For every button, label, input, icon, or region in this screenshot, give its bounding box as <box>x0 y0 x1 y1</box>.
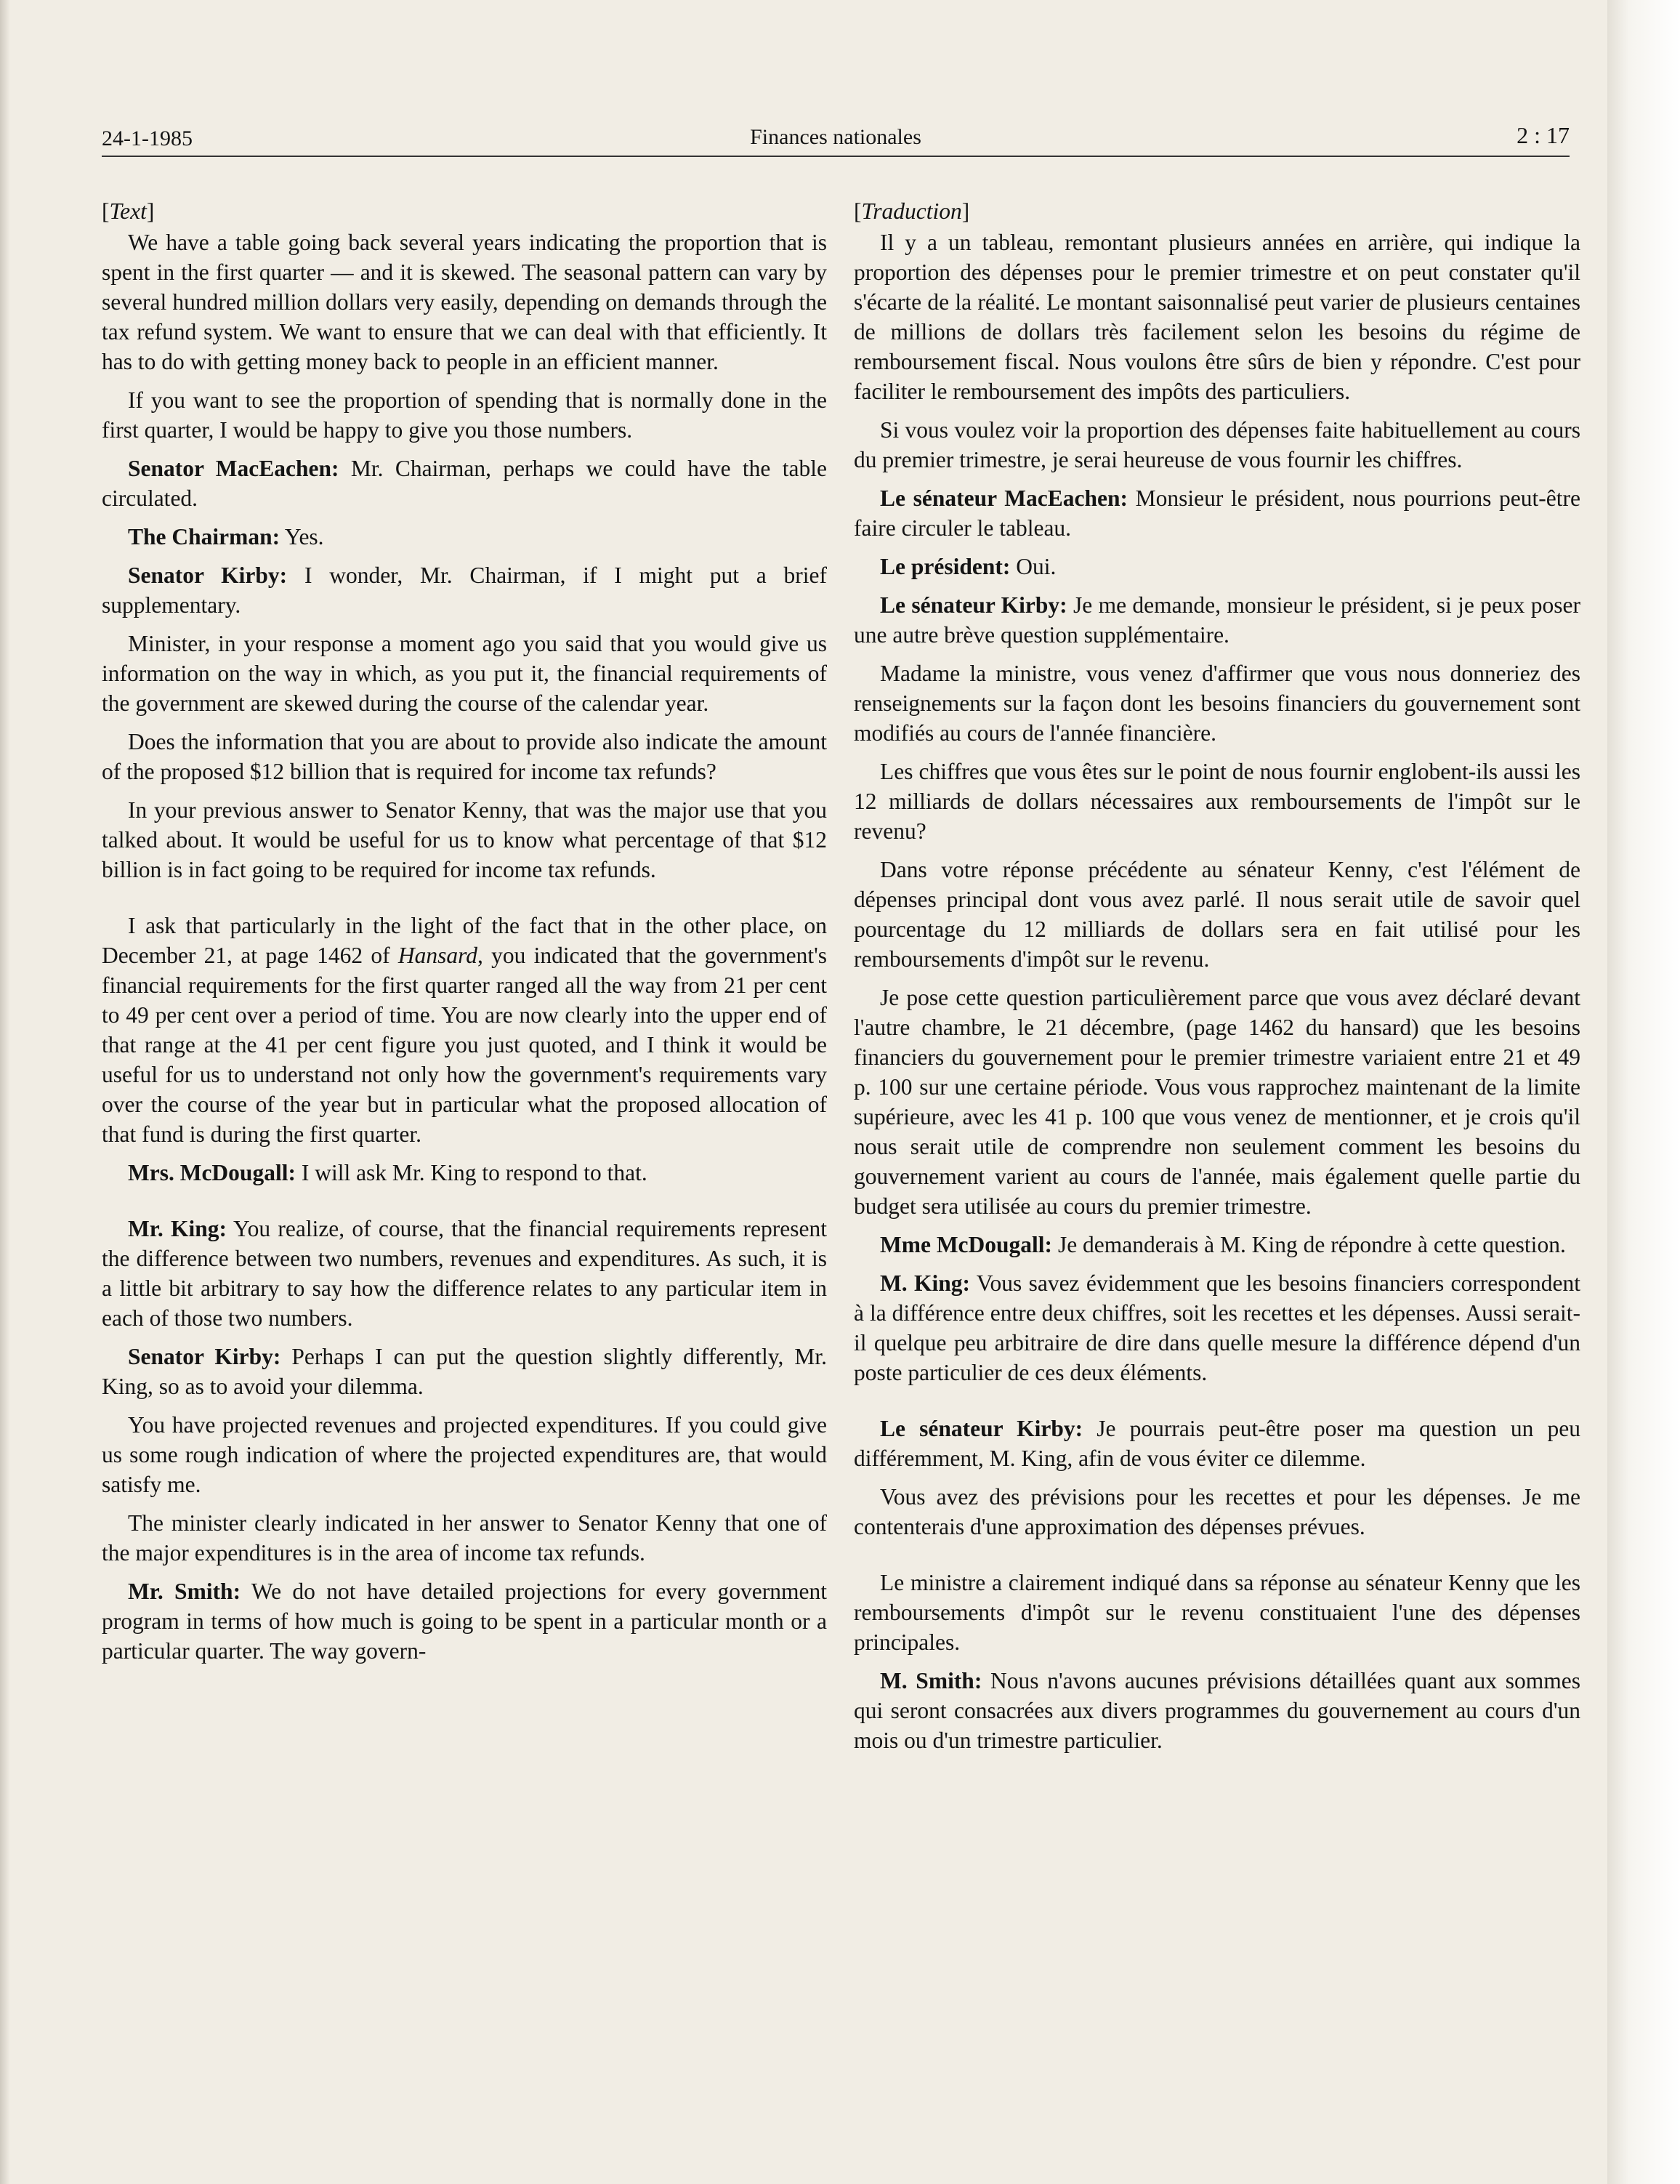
speech-paragraph: Mrs. McDougall: I will ask Mr. King to respond to that. <box>128 1160 647 1185</box>
header-title: Finances nationales <box>750 125 921 149</box>
paragraph: In your previous answer to Senator Kenny, that was the major use that you talked about. It would be useful for us to know what percentage of that $12 billion is in fact going to be required for income tax refunds. <box>102 797 827 882</box>
section-label-text: [Text] <box>102 198 155 224</box>
speaker-name: Senator Kirby: <box>128 1344 281 1369</box>
speech-paragraph: Le sénateur MacEachen: Monsieur le président, nous pourrions peut-être faire circuler le tableau. <box>854 485 1580 541</box>
paragraph: Les chiffres que vous êtes sur le point de nous fournir englobent-ils aussi les 12 milliards de dollars nécessaires aux remboursements de l'impôt sur le revenu? <box>854 759 1580 844</box>
speech-paragraph: Senator Kirby: I wonder, Mr. Chairman, if I might put a brief supplementary. <box>102 563 828 618</box>
speaker-name: Le sénateur Kirby: <box>880 1416 1083 1441</box>
paragraph: Il y a un tableau, remontant plusieurs années en arrière, qui indique la proportion des dépenses pour le premier trimestre et on peut constater qu'il s'écarte de la réalité. Le montant saisonnalisé peut varier de plusieurs centaines de millions de dollars très facilement selon les besoins du régime de remboursement fiscal. Nous voulons être sûrs de bien y répondre. C'est pour faciliter le remboursement des impôts des particuliers. <box>854 230 1580 404</box>
speech-paragraph: M. Smith: Nous n'avons aucunes prévisions détaillées quant aux sommes qui seront consacrées aux divers programmes du gouvernement au cours d'un mois ou d'un trimestre particulier. <box>854 1668 1580 1753</box>
paragraph: Vous avez des prévisions pour les recettes et pour les dépenses. Je me contenterais d'une approximation des dépenses prévues. <box>854 1484 1580 1539</box>
paragraph: Le ministre a clairement indiqué dans sa réponse au sénateur Kenny que les remboursements d'impôt sur le revenu constituaient l'une des dépenses principales. <box>854 1570 1580 1655</box>
paragraph: Does the information that you are about to provide also indicate the amount of the proposed $12 billion that is required for income tax refunds? <box>102 729 827 784</box>
paragraph: We have a table going back several years indicating the proportion that is spent in the first quarter — and it is skewed. The seasonal pattern can vary by several hundred million dollars very easily, depending on demands through the tax refund system. We want to ensure that we can deal with that efficiently. It has to do with getting money back to people in an efficient manner. <box>102 230 827 374</box>
speaker-name: Senator MacEachen: <box>128 456 339 481</box>
speech-paragraph: The Chairman: Yes. <box>128 524 324 549</box>
paragraph: Minister, in your response a moment ago you said that you would give us information on the way in which, as you put it, the financial requirements of the government are skewed during the course of the calendar year. <box>102 631 827 716</box>
english-column <box>102 196 827 1675</box>
speech-paragraph: M. King: Vous savez évidemment que les besoins financiers correspondent à la différence entre deux chiffres, soit les recettes et les dépenses. Aussi serait-il quelque peu arbitraire de dire dans quelle mesure la différence dépend d'un poste particulier de ces deux éléments. <box>854 1270 1580 1385</box>
speaker-name: Senator Kirby: <box>128 563 288 588</box>
speech-paragraph: Mme McDougall: Je demanderais à M. King de répondre à cette question. <box>880 1232 1566 1257</box>
speaker-name: Le sénateur MacEachen: <box>880 485 1128 511</box>
paragraph: You have projected revenues and projected expenditures. If you could give us some rough indication of where the projected expenditures are, that would satisfy me. <box>102 1412 827 1497</box>
paragraph: If you want to see the proportion of spending that is normally done in the first quarter, I would be happy to give you those numbers. <box>102 387 827 443</box>
speaker-name: M. King: <box>880 1270 970 1296</box>
paragraph: The minister clearly indicated in her answer to Senator Kenny that one of the major expenditures is in the area of income tax refunds. <box>102 1510 827 1566</box>
header-page-number: 2 : 17 <box>1517 122 1570 148</box>
speech-paragraph: Mr. Smith: We do not have detailed projections for every government program in terms of how much is going to be spent in a particular month or a particular quarter. The way govern- <box>102 1579 827 1664</box>
french-column <box>854 196 1580 1764</box>
speaker-name: Le sénateur Kirby: <box>880 592 1067 618</box>
paragraph: I ask that particularly in the light of the fact that in the other place, on December 21, at page 1462 of Hansard, you indicated that the government's financial requirements for the first quarter ranged all the way from 21 per cent to 49 per cent over a period of time. You are now clearly into the upper end of that range at the 41 per cent figure you just quoted, and I think it would be useful for us to understand not only how the government's requirements vary over the course of the year but in particular what the proposed allocation of that fund is during the first quarter. <box>102 913 827 1147</box>
speech-paragraph: Le sénateur Kirby: Je pourrais peut-être poser ma question un peu différemment, M. King, afin de vous éviter ce dilemme. <box>854 1416 1580 1471</box>
speaker-name: Mrs. McDougall: <box>128 1160 296 1185</box>
speech-paragraph: Senator Kirby: Perhaps I can put the question slightly differently, Mr. King, so as to avoid your dilemma. <box>102 1344 827 1399</box>
header-rule <box>102 156 1570 157</box>
page-edge <box>1607 0 1680 2184</box>
speech-paragraph: Le sénateur Kirby: Je me demande, monsieur le président, si je peux poser une autre brève question supplémentaire. <box>854 592 1580 648</box>
paragraph: Je pose cette question particulièrement parce que vous avez déclaré devant l'autre chambre, le 21 décembre, (page 1462 du hansard) que les besoins financiers du gouvernement pour le premier trimestre variaient entre 21 et 49 p. 100 sur une certaine période. Vous vous rapprochez maintenant de la limite supérieure, avec les 41 p. 100 que vous venez de mentionner, et je crois qu'il nous serait utile de comprendre non seulement comment les besoins du gouvernement varient au cours de l'année, mais également quelle partie du budget sera utilisée au cours du premier trimestre. <box>854 985 1580 1219</box>
paragraph: Madame la ministre, vous venez d'affirmer que vous nous donneriez des renseignements sur la façon dont les besoins financiers du gouvernement sont modifiés au cours de l'année financière. <box>854 661 1580 746</box>
header-date: 24-1-1985 <box>102 126 193 150</box>
section-label-traduction: [Traduction] <box>854 198 970 224</box>
speaker-name: Mr. Smith: <box>128 1579 241 1604</box>
speaker-name: Mr. King: <box>128 1216 227 1241</box>
speech-paragraph: Le président: Oui. <box>880 554 1057 579</box>
speech-paragraph: Mr. King: You realize, of course, that the financial requirements represent the difference between two numbers, revenues and expenditures. As such, it is a little bit arbitrary to say how the difference relates to any particular item in each of those two numbers. <box>102 1216 827 1331</box>
paragraph: Dans votre réponse précédente au sénateur Kenny, c'est l'élément de dépenses principal dont vous avez parlé. Il nous serait utile de savoir quel pourcentage du 12 milliards de dollars sera en fait utilisé pour les remboursements d'impôt sur le revenu. <box>854 857 1580 972</box>
speaker-name: Mme McDougall: <box>880 1232 1053 1257</box>
paragraph: Si vous voulez voir la proportion des dépenses faite habituellement au cours du premier trimestre, je serai heureuse de vous fournir les chiffres. <box>854 417 1580 472</box>
page-header <box>102 122 1570 158</box>
page-shadow <box>0 0 10 2184</box>
speech-paragraph: Senator MacEachen: Mr. Chairman, perhaps we could have the table circulated. <box>102 456 827 511</box>
speaker-name: The Chairman: <box>128 524 280 549</box>
speaker-name: Le président: <box>880 554 1011 579</box>
speaker-name: M. Smith: <box>880 1668 982 1693</box>
